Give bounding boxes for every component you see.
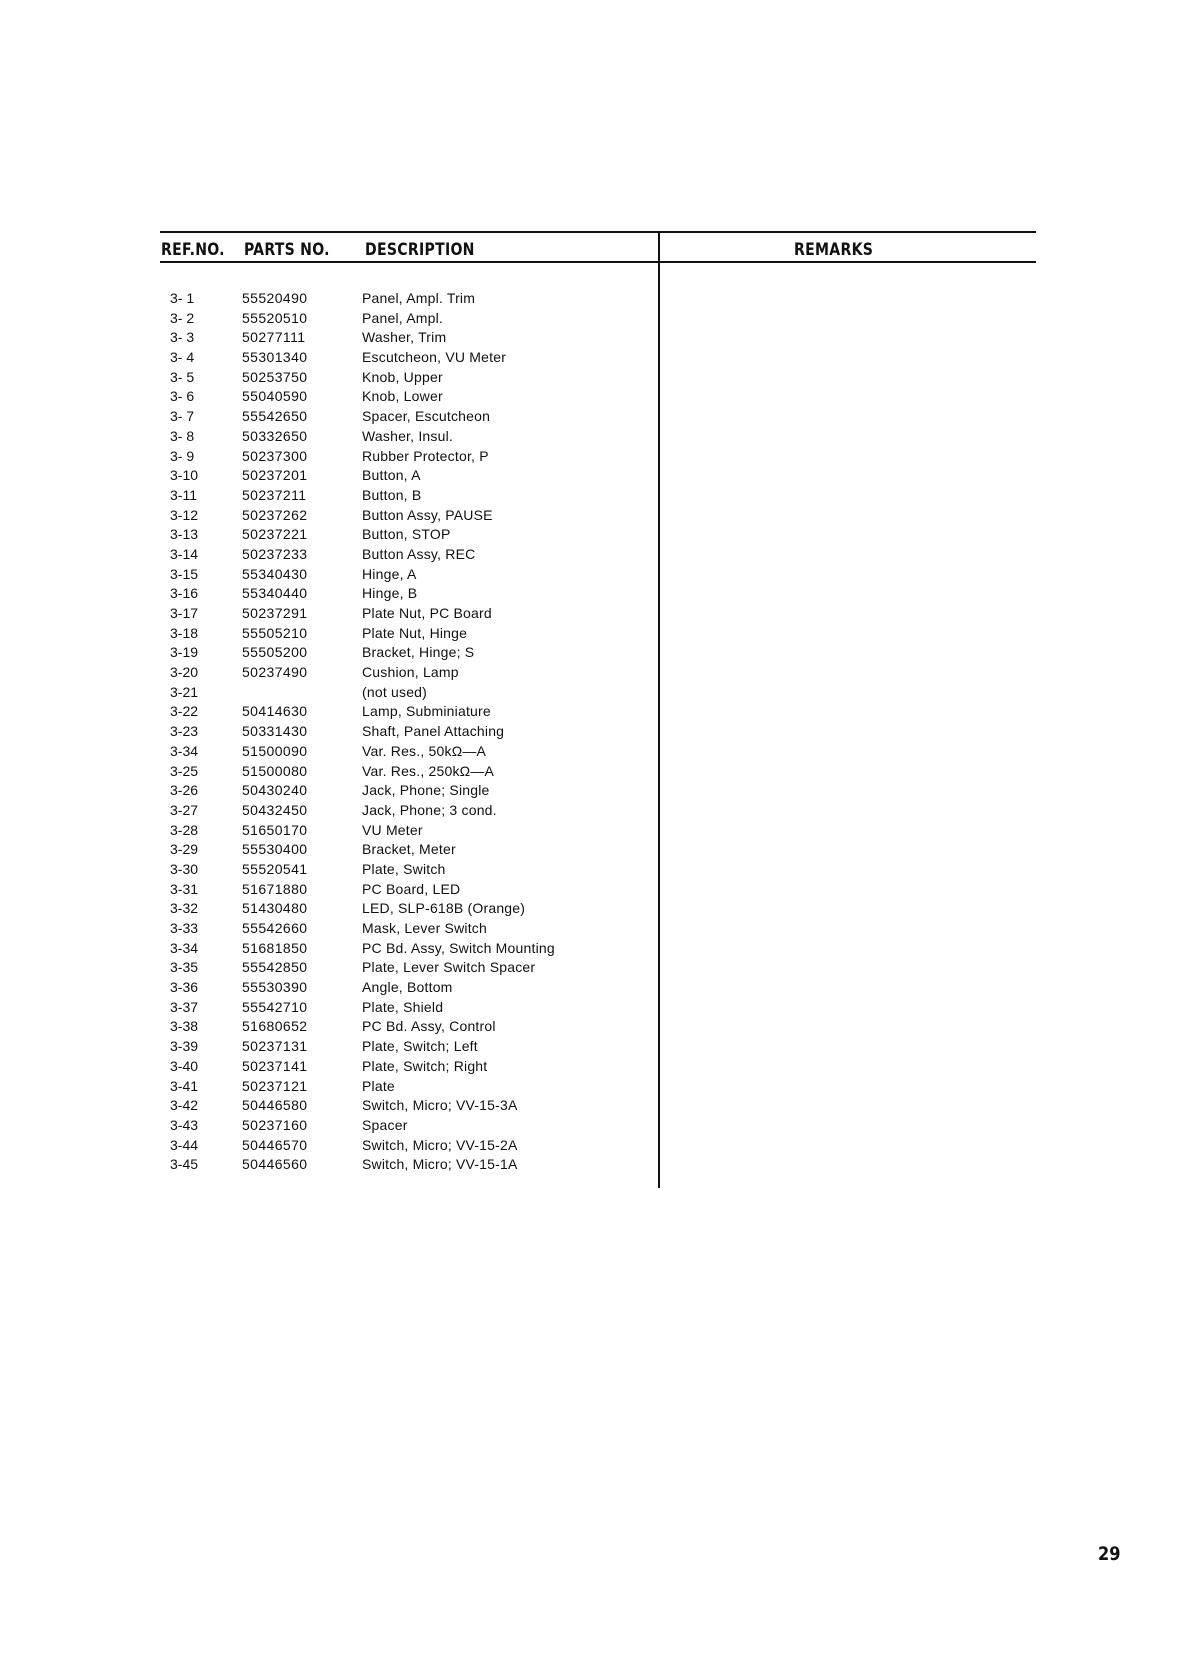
ref-no-cell: 3-34 [170, 939, 199, 956]
table-row [0, 1096, 660, 1116]
table-row [0, 624, 660, 644]
description-cell: Var. Res., 250kΩ—A [362, 762, 495, 779]
ref-no-cell: 3- 4 [170, 349, 195, 366]
parts-no-cell: 50432450 [242, 801, 308, 818]
ref-no-cell: 3-16 [170, 585, 199, 602]
description-cell: Shaft, Panel Attaching [362, 723, 505, 740]
table-row [0, 939, 660, 959]
description-cell: Jack, Phone; Single [362, 782, 490, 799]
table-row [0, 683, 660, 703]
description-cell: Button, B [362, 486, 422, 503]
ref-no-cell: 3- 3 [170, 329, 195, 346]
parts-no-cell: 50237262 [242, 506, 308, 523]
parts-no-cell: 55520541 [242, 860, 308, 877]
parts-no-cell: 55340430 [242, 565, 308, 582]
description-cell: Bracket, Meter [362, 841, 456, 858]
ref-no-cell: 3-23 [170, 723, 199, 740]
table-row [0, 348, 660, 368]
ref-no-cell: 3-31 [170, 880, 199, 897]
ref-no-cell: 3-36 [170, 979, 199, 996]
header-remarks: REMARKS [794, 240, 874, 260]
table-row [0, 643, 660, 663]
description-cell: Plate, Switch; Right [362, 1057, 488, 1074]
parts-no-cell: 51500090 [242, 742, 308, 759]
table-row [0, 328, 660, 348]
table-row [0, 1116, 660, 1136]
table-row [0, 1155, 660, 1175]
description-cell: PC Bd. Assy, Control [362, 1018, 496, 1035]
description-cell: Washer, Trim [362, 329, 447, 346]
table-row [0, 899, 660, 919]
parts-no-cell: 55505210 [242, 624, 308, 641]
ref-no-cell: 3-29 [170, 841, 199, 858]
description-cell: Washer, Insul. [362, 427, 453, 444]
table-row [0, 1017, 660, 1037]
table-row [0, 821, 660, 841]
ref-no-cell: 3-10 [170, 467, 199, 484]
description-cell: Plate, Lever Switch Spacer [362, 959, 536, 976]
table-row [0, 880, 660, 900]
header-ref-no: REF.NO. [161, 240, 225, 260]
description-cell: Spacer [362, 1116, 408, 1133]
description-cell: Switch, Micro; VV-15-2A [362, 1136, 518, 1153]
ref-no-cell: 3-13 [170, 526, 199, 543]
description-cell: Panel, Ampl. [362, 309, 443, 326]
parts-no-cell: 50237211 [242, 486, 307, 503]
ref-no-cell: 3-39 [170, 1038, 199, 1055]
parts-no-cell: 51671880 [242, 880, 308, 897]
parts-no-cell: 50237131 [242, 1038, 308, 1055]
ref-no-cell: 3- 2 [170, 309, 195, 326]
table-row [0, 840, 660, 860]
parts-no-cell: 55505200 [242, 644, 308, 661]
table-row [0, 506, 660, 526]
parts-no-cell: 50237160 [242, 1116, 308, 1133]
ref-no-cell: 3-37 [170, 998, 199, 1015]
parts-no-cell: 50237221 [242, 526, 308, 543]
parts-no-cell: 50446560 [242, 1156, 308, 1173]
parts-no-cell: 50237300 [242, 447, 308, 464]
table-top-rule [160, 231, 1036, 233]
table-row [0, 447, 660, 467]
table-row [0, 1037, 660, 1057]
parts-no-cell: 50237201 [242, 467, 308, 484]
description-cell: Panel, Ampl. Trim [362, 290, 476, 306]
ref-no-cell: 3- 9 [170, 447, 195, 464]
description-cell: Switch, Micro; VV-15-3A [362, 1097, 518, 1114]
ref-no-cell: 3-34 [170, 742, 199, 759]
description-cell: Rubber Protector, P [362, 447, 489, 464]
ref-no-cell: 3-22 [170, 703, 199, 720]
table-row [0, 545, 660, 565]
ref-no-cell: 3- 1 [170, 290, 195, 306]
table-row [0, 978, 660, 998]
ref-no-cell: 3-21 [170, 683, 199, 700]
ref-no-cell: 3-26 [170, 782, 199, 799]
table-row [0, 742, 660, 762]
table-row [0, 427, 660, 447]
ref-no-cell: 3-15 [170, 565, 199, 582]
description-cell: Button Assy, REC [362, 545, 476, 562]
header-bottom-rule [160, 261, 1036, 263]
ref-no-cell: 3-19 [170, 644, 199, 661]
table-row [0, 584, 660, 604]
description-cell: Button Assy, PAUSE [362, 506, 493, 523]
parts-no-cell: 55542650 [242, 408, 308, 425]
ref-no-cell: 3-17 [170, 605, 199, 621]
description-cell: Knob, Lower [362, 388, 443, 405]
parts-no-cell: 50237121 [242, 1077, 308, 1094]
description-cell: Plate, Switch; Left [362, 1038, 478, 1055]
parts-no-cell: 50237141 [242, 1057, 308, 1074]
description-cell: Hinge, B [362, 585, 418, 602]
parts-no-cell: 55520510 [242, 309, 308, 326]
ref-no-cell: 3- 5 [170, 368, 195, 385]
parts-no-cell: 50277111 [242, 329, 306, 346]
header-parts-no: PARTS NO. [244, 240, 330, 260]
parts-no-cell: 55040590 [242, 388, 308, 405]
description-cell: Button, A [362, 467, 421, 484]
table-row [0, 998, 660, 1018]
table-row [0, 387, 660, 407]
parts-no-cell: 55340440 [242, 585, 308, 602]
description-cell: Plate, Switch [362, 860, 446, 877]
table-row [0, 486, 660, 506]
ref-no-cell: 3-28 [170, 821, 199, 838]
parts-no-cell: 50331430 [242, 723, 308, 740]
ref-no-cell: 3-38 [170, 1018, 199, 1035]
table-row [0, 368, 660, 388]
table-row [0, 309, 660, 329]
description-cell: PC Bd. Assy, Switch Mounting [362, 939, 555, 956]
description-cell: PC Board, LED [362, 880, 461, 897]
table-row [0, 801, 660, 821]
description-cell: Plate Nut, Hinge [362, 624, 468, 641]
description-cell: Switch, Micro; VV-15-1A [362, 1156, 518, 1173]
table-row [0, 466, 660, 486]
parts-no-cell: 50414630 [242, 703, 308, 720]
parts-no-cell: 55542850 [242, 959, 308, 976]
ref-no-cell: 3-27 [170, 801, 199, 818]
description-cell: Angle, Bottom [362, 979, 453, 996]
ref-no-cell: 3- 7 [170, 408, 195, 425]
description-cell: Plate, Shield [362, 998, 444, 1015]
header-description: DESCRIPTION [365, 240, 475, 260]
parts-no-cell: 50446580 [242, 1097, 308, 1114]
table-row [0, 565, 660, 585]
table-row [0, 702, 660, 722]
description-cell: Escutcheon, VU Meter [362, 349, 507, 366]
description-cell: Mask, Lever Switch [362, 920, 487, 936]
ref-no-cell: 3-45 [170, 1156, 199, 1173]
description-cell: Jack, Phone; 3 cond. [362, 801, 497, 818]
ref-no-cell: 3-14 [170, 545, 199, 562]
table-row [0, 1057, 660, 1077]
ref-no-cell: 3-44 [170, 1136, 199, 1153]
ref-no-cell: 3-35 [170, 959, 199, 976]
parts-no-cell: 50237233 [242, 545, 308, 562]
ref-no-cell: 3-11 [170, 486, 197, 503]
parts-no-cell: 50237291 [242, 605, 308, 621]
table-row [0, 289, 660, 309]
parts-no-cell: 55542710 [242, 998, 308, 1015]
ref-no-cell: 3-32 [170, 900, 199, 917]
parts-no-cell: 51500080 [242, 762, 308, 779]
ref-no-cell: 3-30 [170, 860, 199, 877]
description-cell: Knob, Upper [362, 368, 443, 385]
description-cell: Plate Nut, PC Board [362, 605, 492, 621]
ref-no-cell: 3- 8 [170, 427, 195, 444]
table-row [0, 663, 660, 683]
ref-no-cell: 3-43 [170, 1116, 199, 1133]
table-row [0, 604, 660, 624]
ref-no-cell: 3-41 [170, 1077, 199, 1094]
description-cell: Button, STOP [362, 526, 451, 543]
table-row [0, 919, 660, 939]
table-row [0, 762, 660, 782]
description-cell: Lamp, Subminiature [362, 703, 491, 720]
parts-no-cell: 55542660 [242, 920, 308, 936]
parts-no-cell: 50430240 [242, 782, 308, 799]
ref-no-cell: 3-33 [170, 920, 199, 936]
parts-no-cell: 50253750 [242, 368, 308, 385]
parts-no-cell: 55530400 [242, 841, 308, 858]
table-row [0, 781, 660, 801]
description-cell: Bracket, Hinge; S [362, 644, 475, 661]
table-row [0, 860, 660, 880]
table-row [0, 525, 660, 545]
description-cell: Var. Res., 50kΩ—A [362, 742, 487, 759]
ref-no-cell: 3-42 [170, 1097, 199, 1114]
table-row [0, 1077, 660, 1097]
parts-no-cell: 51681850 [242, 939, 308, 956]
description-cell: Cushion, Lamp [362, 664, 459, 681]
description-cell: VU Meter [362, 821, 423, 838]
table-row [0, 722, 660, 742]
ref-no-cell: 3-40 [170, 1057, 199, 1074]
ref-no-cell: 3-25 [170, 762, 199, 779]
page-number: 29 [1098, 1543, 1121, 1565]
parts-no-cell: 55530390 [242, 979, 308, 996]
description-cell: Plate [362, 1077, 395, 1094]
parts-no-cell: 55301340 [242, 349, 308, 366]
ref-no-cell: 3-18 [170, 624, 199, 641]
table-row [0, 1136, 660, 1156]
table-row [0, 407, 660, 427]
parts-no-cell: 50446570 [242, 1136, 308, 1153]
parts-no-cell: 50237490 [242, 664, 308, 681]
ref-no-cell: 3-12 [170, 506, 199, 523]
parts-no-cell: 55520490 [242, 290, 308, 306]
description-cell: LED, SLP-618B (Orange) [362, 900, 526, 917]
description-cell: (not used) [362, 683, 428, 700]
description-cell: Spacer, Escutcheon [362, 408, 491, 425]
ref-no-cell: 3-20 [170, 664, 199, 681]
description-cell: Hinge, A [362, 565, 417, 582]
parts-no-cell: 51650170 [242, 821, 308, 838]
table-row [0, 958, 660, 978]
parts-list [0, 289, 660, 1175]
parts-no-cell: 51430480 [242, 900, 308, 917]
ref-no-cell: 3- 6 [170, 388, 195, 405]
parts-no-cell: 50332650 [242, 427, 308, 444]
parts-no-cell: 51680652 [242, 1018, 308, 1035]
